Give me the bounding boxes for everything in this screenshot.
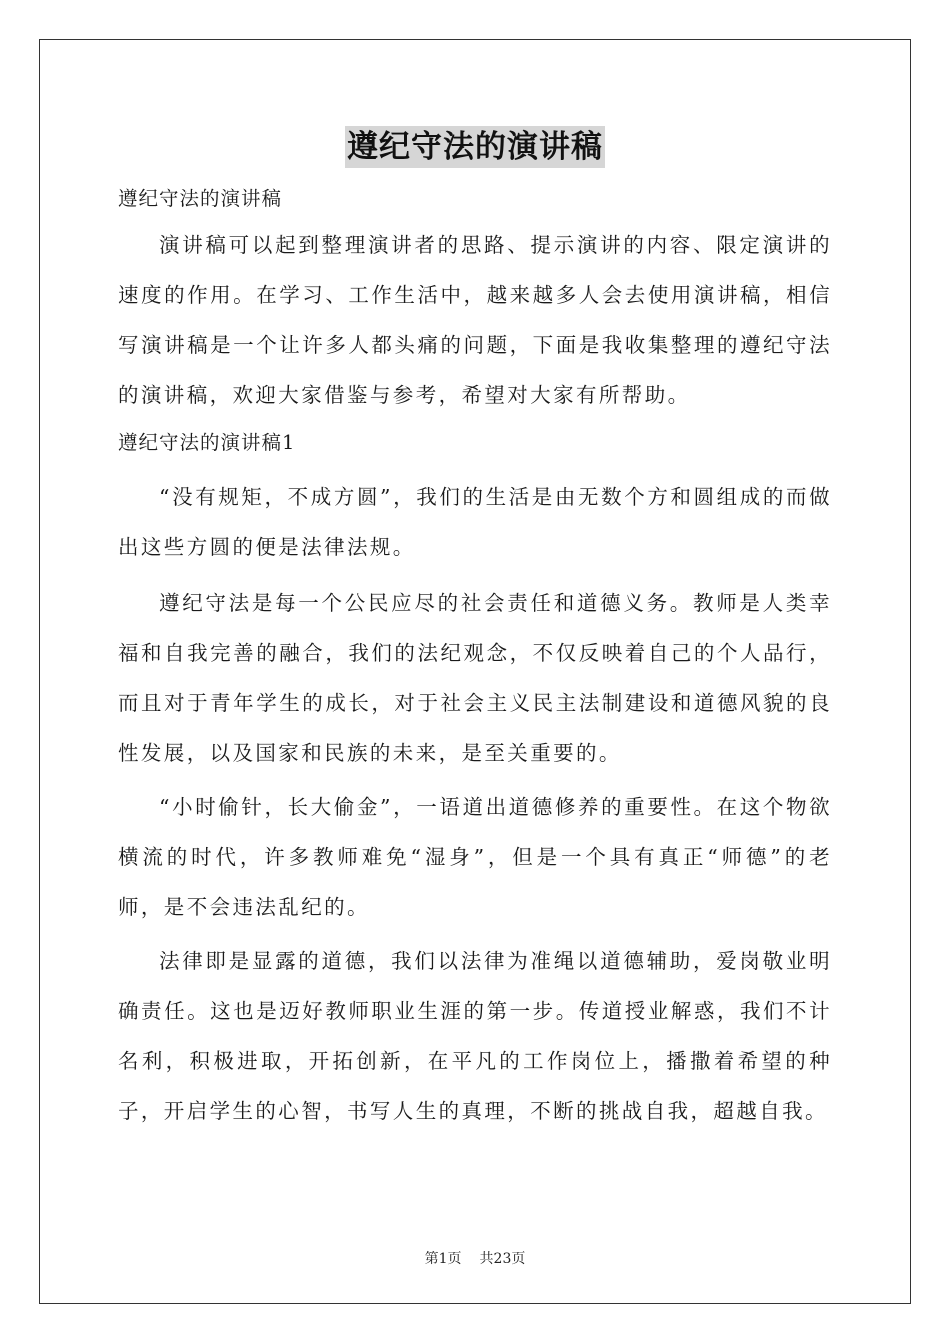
title-container (0, 126, 950, 168)
page-number: 第1页 (424, 1251, 462, 1267)
body-paragraph-4: 法律即是显露的道德，我们以法律为准绳以道德辅助，爱岗敬业明确责任。这也是迈好教师职业生涯的第一步。传道授业解惑，我们不计名利，积极进取，开拓创新，在平凡的工作岗位上，播撒着希望的种子，开启学生的心智，书写人生的真理，不断的挑战自我，超越自我。 (118, 949, 832, 1123)
body-paragraph-1: “没有规矩，不成方圆”，我们的生活是由无数个方和圆组成的而做出这些方圆的便是法律法规。 (118, 485, 832, 559)
document-subtitle: 遵纪守法的演讲稿 (118, 187, 283, 210)
page-footer (0, 1248, 950, 1268)
intro-paragraph: 演讲稿可以起到整理演讲者的思路、提示演讲的内容、限定演讲的速度的作用。在学习、工作生活中，越来越多人会去使用演讲稿，相信写演讲稿是一个让许多人都头痛的问题，下面是我收集整理的遵纪守法的演讲稿，欢迎大家借鉴与参考，希望对大家有所帮助。 (118, 233, 832, 407)
body-paragraph-2: 遵纪守法是每一个公民应尽的社会责任和道德义务。教师是人类幸福和自我完善的融合，我们的法纪观念，不仅反映着自己的个人品行，而且对于青年学生的成长，对于社会主义民主法制建设和道德风貌的良性发展，以及国家和民族的未来，是至关重要的。 (118, 591, 832, 765)
body-paragraph-3: “小时偷针，长大偷金”，一语道出道德修养的重要性。在这个物欲横流的时代，许多教师难免“湿身”，但是一个具有真正“师德”的老师，是不会违法乱纪的。 (118, 795, 832, 919)
page-total: 共23页 (479, 1251, 526, 1267)
section-heading: 遵纪守法的演讲稿1 (118, 431, 296, 454)
document-body (118, 180, 832, 1136)
document-title: 遵纪守法的演讲稿 (345, 126, 605, 168)
